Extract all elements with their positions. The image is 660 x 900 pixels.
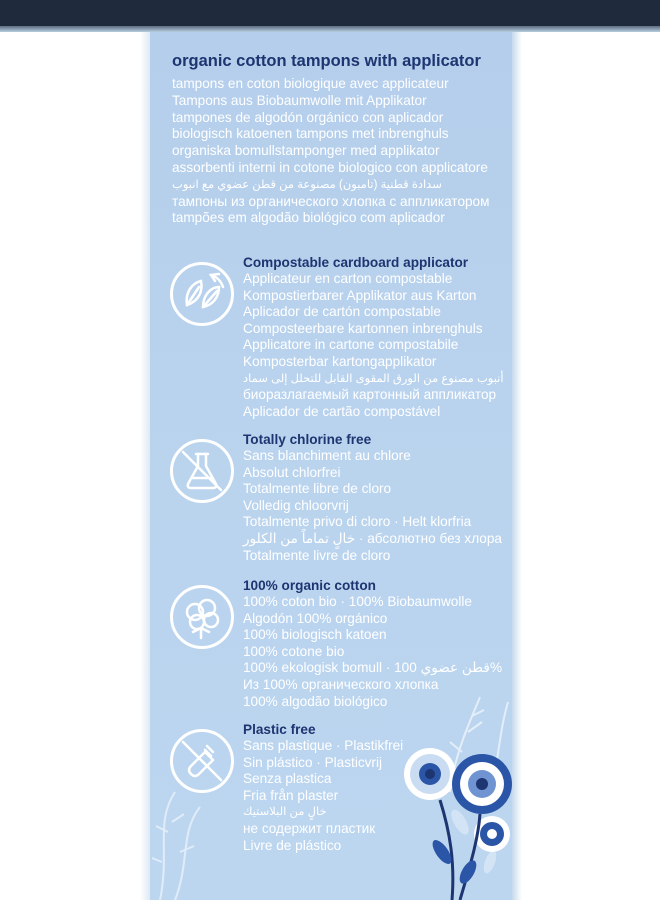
feature-line: Aplicador de cartón compostable: [243, 304, 441, 320]
feature-line: Komposterbar kartongapplikator: [243, 353, 437, 369]
feature-chlorine-text: [243, 431, 502, 564]
feature-line: биоразлагаемый картонный аппликатор: [243, 387, 497, 403]
translation-line: tampones de algodón orgánico con aplicador: [172, 109, 444, 125]
feature-line: 100% ekologisk bomull · قطن عضوي 100%: [243, 660, 503, 676]
feature-heading: Compostable cardboard applicator: [243, 255, 469, 270]
feature-line: 100% algodão biológico: [243, 693, 388, 709]
title-translations: [172, 76, 489, 227]
translation-line: biologisch katoenen tampons met inbrenghuls: [172, 126, 449, 142]
product-title: organic cotton tampons with applicator: [172, 52, 481, 70]
feature-line: خالٍ من البلاستيك: [243, 806, 327, 819]
translation-line: tampons en coton biologique avec applicateur: [172, 76, 449, 91]
feature-line: Volledig chloorvrij: [243, 497, 349, 513]
feature-cotton-text: [243, 577, 502, 710]
feature-line: Sans blanchiment au chlore: [243, 448, 411, 463]
feature-line: Sans plastique · Plastikfrei: [243, 738, 404, 753]
feature-compostable-text: [243, 254, 504, 420]
cotton-flower-icon: [170, 585, 234, 649]
feature-line: Absolut chlorfrei: [243, 464, 341, 480]
translation-line: tampões em algodão biológico com aplicador: [172, 210, 445, 226]
feature-line: 100% coton bio · 100% Biobaumwolle: [243, 594, 472, 609]
feature-line: Totalmente livre de cloro: [243, 547, 391, 563]
feature-line: Sin plástico · Plasticvrij: [243, 754, 382, 770]
compostable-leaf-icon: [170, 262, 234, 326]
feature-line: Applicatore in cartone compostabile: [243, 337, 459, 353]
translation-line: Tampons aus Biobaumwolle mit Applikator: [172, 92, 427, 108]
box-right-edge: [512, 32, 522, 900]
feature-line: Aplicador de cartão compostável: [243, 403, 441, 419]
feature-heading: Plastic free: [243, 722, 316, 737]
feature-line: не содержит пластик: [243, 820, 376, 836]
feature-line: 100% biologisch katoen: [243, 627, 387, 643]
feature-line: خالٍ تماماً من الكلور · абсолютно без хлора: [243, 530, 502, 546]
feature-plastic-text: [243, 721, 403, 854]
box-left-edge: [140, 32, 150, 900]
feature-line: Senza plastica: [243, 771, 332, 787]
translation-line: سدادة قطنية (تامبون) مصنوعة من قطن عضوي مع انبوب: [172, 178, 442, 191]
feature-heading: Totally chlorine free: [243, 432, 372, 447]
feature-line: Из 100% органического хлопка: [243, 676, 439, 692]
translation-line: тампоны из органического хлопка с аппликатором: [172, 193, 490, 209]
no-chlorine-flask-icon: [170, 439, 234, 503]
feature-line: Totalmente libre de cloro: [243, 481, 392, 497]
package-side-panel: [150, 32, 512, 900]
feature-line: أنبوب مصنوع من الورق المقوى القابل للتحلل إلى سماد: [243, 372, 504, 385]
feature-heading: 100% organic cotton: [243, 578, 376, 593]
feature-line: Kompostierbarer Applikator aus Karton: [243, 287, 477, 303]
feature-line: Applicateur en carton compostable: [243, 271, 453, 286]
feature-line: Algodón 100% orgánico: [243, 610, 388, 626]
translation-line: organiska bomullstamponger med applikator: [172, 143, 440, 159]
box-top-dark-band: [0, 0, 660, 26]
feature-line: Fria från plaster: [243, 787, 339, 803]
translation-line: assorbenti interni in cotone biologico con applicatore: [172, 159, 488, 175]
feature-line: Totalmente privo di cloro · Helt klorfria: [243, 514, 472, 530]
feature-line: 100% cotone bio: [243, 643, 345, 659]
no-plastic-bottle-icon: [170, 729, 234, 793]
feature-line: Livre de plástico: [243, 837, 342, 853]
feature-line: Composteerbare kartonnen inbrenghuls: [243, 320, 483, 336]
